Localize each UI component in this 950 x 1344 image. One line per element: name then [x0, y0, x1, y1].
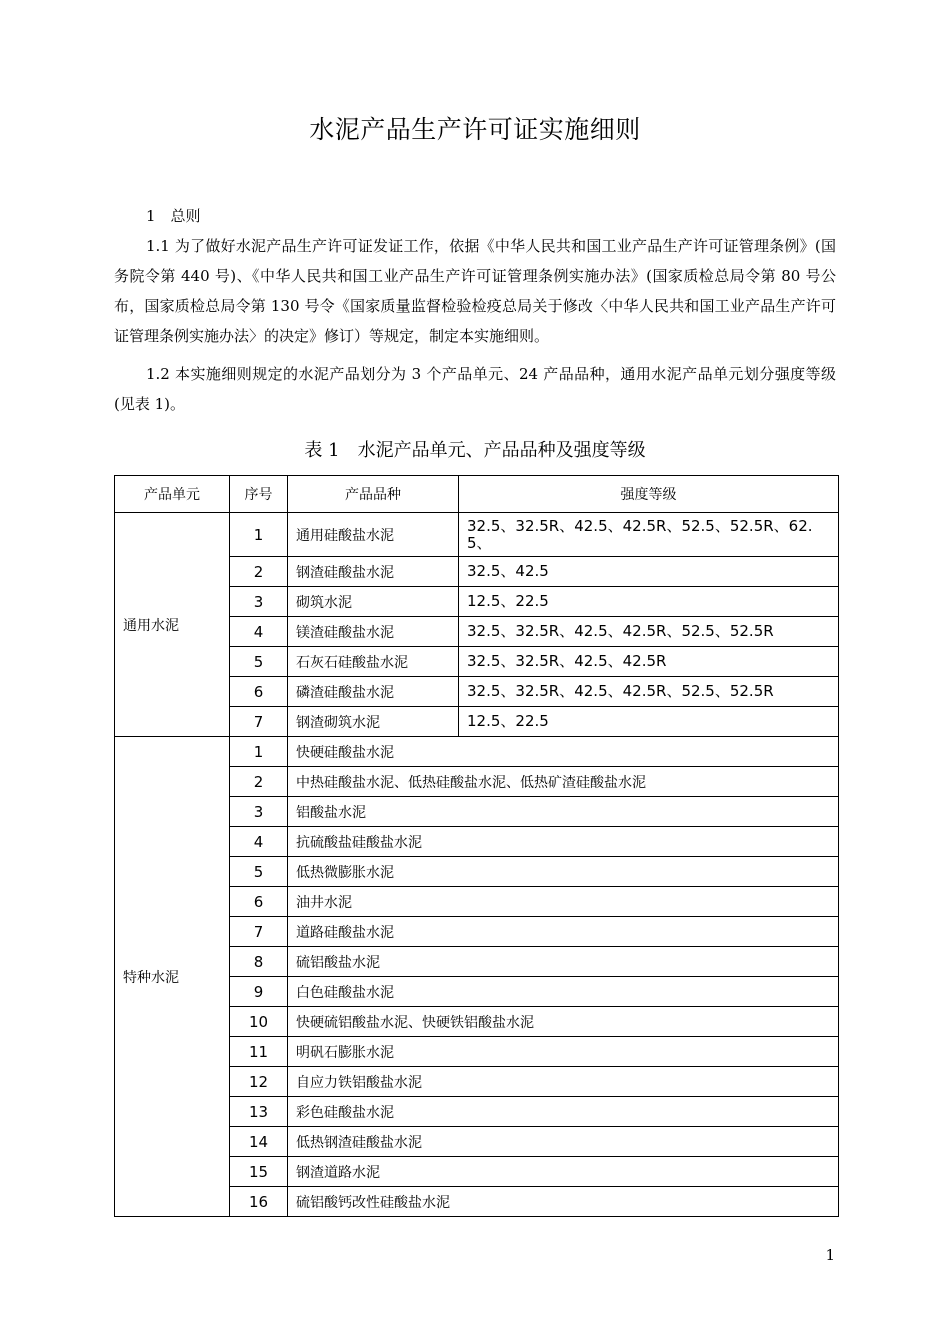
product-unit-table: [114, 475, 839, 1217]
product-name-cell: 白色硅酸盐水泥: [288, 977, 839, 1007]
seq-cell: 4: [230, 827, 288, 857]
product-name-cell: 彩色硅酸盐水泥: [288, 1097, 839, 1127]
seq-cell: 11: [230, 1037, 288, 1067]
table-row: [115, 737, 839, 767]
seq-cell: 9: [230, 977, 288, 1007]
seq-cell: 2: [230, 767, 288, 797]
product-name-cell: 快硬硫铝酸盐水泥、快硬铁铝酸盐水泥: [288, 1007, 839, 1037]
product-name-cell: 硫铝酸盐水泥: [288, 947, 839, 977]
seq-cell: 6: [230, 677, 288, 707]
seq-cell: 1: [230, 513, 288, 557]
section-heading-general: 1 总则: [146, 207, 201, 225]
product-name-cell: 硫铝酸钙改性硅酸盐水泥: [288, 1187, 839, 1217]
header-product-name: 产品品种: [288, 476, 459, 513]
paragraph-1-1: 1.1 为了做好水泥产品生产许可证发证工作，依据《中华人民共和国工业产品生产许可证管理条例》(国务院令第 440 号)、《中华人民共和国工业产品生产许可证管理条例实施办法》(国家质检总局令第 80 号公布，国家质检总局令第 130 号令《国家质量监督检验检疫总局关于修改〈中华人民共和国工业产品生产许可证管理条例实施办法〉的决定》修订）等规定，制定本实施细则。: [114, 237, 836, 345]
product-name-cell: 磷渣硅酸盐水泥: [288, 677, 459, 707]
seq-cell: 3: [230, 587, 288, 617]
header-seq: 序号: [230, 476, 288, 513]
seq-cell: 16: [230, 1187, 288, 1217]
product-name-cell: 钢渣硅酸盐水泥: [288, 557, 459, 587]
grade-cell: 32.5、42.5: [459, 557, 839, 587]
unit-cell-special: 特种水泥: [115, 737, 230, 1217]
product-name-cell: 快硬硅酸盐水泥: [288, 737, 839, 767]
product-name-cell: 道路硅酸盐水泥: [288, 917, 839, 947]
product-name-cell: 低热微膨胀水泥: [288, 857, 839, 887]
seq-cell: 13: [230, 1097, 288, 1127]
grade-cell: 12.5、22.5: [459, 707, 839, 737]
grade-cell: 32.5、32.5R、42.5、42.5R: [459, 647, 839, 677]
product-name-cell: 钢渣砌筑水泥: [288, 707, 459, 737]
product-name-cell: 自应力铁铝酸盐水泥: [288, 1067, 839, 1097]
seq-cell: 12: [230, 1067, 288, 1097]
seq-cell: 5: [230, 647, 288, 677]
seq-cell: 3: [230, 797, 288, 827]
product-name-cell: 油井水泥: [288, 887, 839, 917]
product-name-cell: 钢渣道路水泥: [288, 1157, 839, 1187]
product-name-cell: 铝酸盐水泥: [288, 797, 839, 827]
product-name-cell: 镁渣硅酸盐水泥: [288, 617, 459, 647]
table-row: [115, 513, 839, 557]
paragraph-1-2: 1.2 本实施细则规定的水泥产品划分为 3 个产品单元、24 产品品种，通用水泥产品单元划分强度等级(见表 1)。: [114, 365, 836, 413]
seq-cell: 5: [230, 857, 288, 887]
product-name-cell: 抗硫酸盐硅酸盐水泥: [288, 827, 839, 857]
seq-cell: 14: [230, 1127, 288, 1157]
grade-cell: 32.5、32.5R、42.5、42.5R、52.5、52.5R: [459, 677, 839, 707]
page-number: 1: [825, 1246, 835, 1264]
product-name-cell: 石灰石硅酸盐水泥: [288, 647, 459, 677]
seq-cell: 15: [230, 1157, 288, 1187]
grade-cell: 32.5、32.5R、42.5、42.5R、52.5、52.5R、62.5、: [459, 513, 839, 557]
header-product-unit: 产品单元: [115, 476, 230, 513]
seq-cell: 2: [230, 557, 288, 587]
seq-cell: 8: [230, 947, 288, 977]
table-header-row: [115, 476, 839, 513]
seq-cell: 1: [230, 737, 288, 767]
document-title: 水泥产品生产许可证实施细则: [309, 115, 641, 144]
product-name-cell: 低热钢渣硅酸盐水泥: [288, 1127, 839, 1157]
unit-cell-general: 通用水泥: [115, 513, 230, 737]
seq-cell: 7: [230, 707, 288, 737]
product-name-cell: 中热硅酸盐水泥、低热硅酸盐水泥、低热矿渣硅酸盐水泥: [288, 767, 839, 797]
grade-cell: 32.5、32.5R、42.5、42.5R、52.5、52.5R: [459, 617, 839, 647]
table-caption: 表 1 水泥产品单元、产品品种及强度等级: [304, 440, 646, 461]
seq-cell: 6: [230, 887, 288, 917]
seq-cell: 10: [230, 1007, 288, 1037]
seq-cell: 4: [230, 617, 288, 647]
grade-cell: 12.5、22.5: [459, 587, 839, 617]
product-name-cell: 明矾石膨胀水泥: [288, 1037, 839, 1067]
seq-cell: 7: [230, 917, 288, 947]
header-strength-grade: 强度等级: [459, 476, 839, 513]
product-name-cell: 通用硅酸盐水泥: [288, 513, 459, 557]
product-name-cell: 砌筑水泥: [288, 587, 459, 617]
